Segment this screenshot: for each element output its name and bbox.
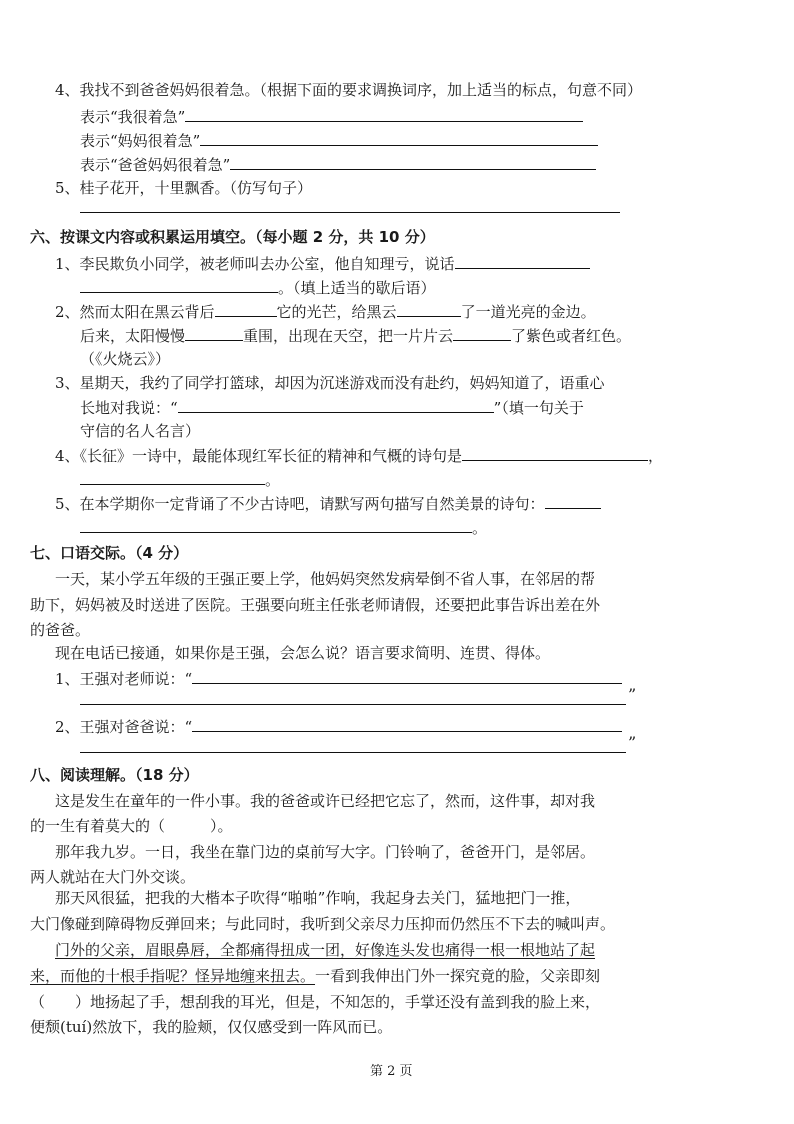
s8-p4-line2-rest: 一看到我伸出门外一探究竟的脸，父亲即刻: [315, 967, 601, 985]
q7-2-line1: [55, 716, 622, 737]
s8-p4-underlined-sentence: 来，而他的十根手指呢？怪异地缠来扭去。: [30, 967, 316, 985]
q5-4-option-b-label: 表示“妈妈很着急”: [80, 132, 201, 150]
q5-4-option-a: [80, 106, 583, 127]
s8-p3-line2: 大门像碰到障碍物反弹回来；与此同时，我听到父亲尽力压抑而仍然压不下去的喊叫声。: [30, 915, 616, 933]
q6-2-l2a: 后来，太阳慢慢: [80, 327, 186, 345]
q5-5-prompt: 5、桂子花开，十里飘香。（仿写句子）: [55, 179, 313, 197]
q6-2-l2c: 了紫色或者红色。: [511, 327, 632, 345]
s7-paragraph-2: 现在电话已接通，如果你是王强，会怎么说？语言要求简明、连贯、得体。: [55, 644, 551, 662]
answer-blank[interactable]: [80, 469, 265, 485]
q5-4-option-c-label: 表示“爸爸妈妈很着急”: [80, 156, 231, 174]
q6-4-line2: [80, 469, 280, 490]
answer-blank[interactable]: [462, 445, 648, 461]
q6-4-end: 。: [265, 471, 281, 489]
answer-blank[interactable]: [80, 517, 472, 533]
q6-1-text: 1、李民欺负小同学，被老师叫去办公室，他自知理亏，说话: [55, 255, 455, 273]
q6-2-l1c: 了一道光亮的金边。: [460, 303, 596, 321]
answer-blank[interactable]: [192, 668, 622, 684]
q6-4-comma: ，: [648, 447, 664, 465]
q7-1-close-quote: ”: [628, 685, 637, 704]
q6-3-line2: [80, 397, 584, 418]
answer-line[interactable]: [80, 704, 626, 705]
q6-4-line1: [55, 445, 663, 466]
q6-3-line1: 3、星期天，我约了同学打篮球，却因为沉迷游戏而没有赴约，妈妈知道了，语重心: [55, 374, 605, 392]
q5-4-option-c: [80, 154, 596, 175]
q6-2-l2b: 重围，出现在天空，把一片片云: [243, 327, 454, 345]
s8-p4-line3: （ ）地扬起了手，想刮我的耳光，但是，不知怎的，手掌还没有盖到我的脸上来，: [30, 993, 601, 1011]
q6-3-l2b: ”（填一句关于: [493, 399, 584, 417]
answer-blank[interactable]: [230, 154, 596, 170]
s7-paragraph-1-line1: 一天，某小学五年级的王强正要上学，他妈妈突然发病晕倒不省人事，在邻居的帮: [55, 570, 596, 588]
q6-1-line2: [80, 277, 436, 298]
q6-4-text: 4、《长征》一诗中，最能体现红军长征的精神和气概的诗句是: [55, 447, 463, 465]
answer-blank[interactable]: [455, 253, 590, 269]
q6-1-line1: [55, 253, 590, 274]
s8-p1-line2: 的一生有着莫大的（ ）。: [30, 817, 233, 835]
s7-paragraph-1-line2: 助下，妈妈被及时送进了医院。王强要向班主任张老师请假，还要把此事告诉出差在外: [30, 596, 601, 614]
answer-blank[interactable]: [397, 301, 461, 317]
answer-blank[interactable]: [80, 277, 278, 293]
s8-p1-line1: 这是发生在童年的一件小事。我的爸爸或许已经把它忘了，然而，这件事，却对我: [55, 792, 596, 810]
q6-2-l1b: 它的光芒，给黑云: [276, 303, 397, 321]
q5-4-prompt: 4、我找不到爸爸妈妈很着急。（根据下面的要求调换词序，加上适当的标点，句意不同）: [55, 81, 643, 99]
q6-5-line1: [55, 493, 601, 514]
q6-2-line2: [80, 325, 631, 346]
answer-blank[interactable]: [178, 397, 494, 413]
s8-p4-line1-underlined: 门外的父亲，眉眼鼻唇，全都痛得扭成一团，好像连头发也痛得一根一根地站了起: [55, 941, 596, 959]
q5-4-option-b: [80, 130, 598, 151]
q6-5-text: 5、在本学期你一定背诵了不少古诗吧，请默写两句描写自然美景的诗句：: [55, 495, 545, 513]
q6-3-line3: 守信的名人名言）: [80, 422, 201, 440]
q7-1-text: 1、王强对老师说：“: [55, 670, 193, 688]
page-number: 第 2 页: [370, 1064, 413, 1079]
answer-blank[interactable]: [200, 130, 598, 146]
q6-3-l2a: 长地对我说：“: [80, 399, 178, 417]
answer-line[interactable]: [80, 752, 626, 753]
section-7-header: 七、口语交际。（4 分）: [30, 544, 189, 562]
q6-5-end: 。: [472, 519, 488, 537]
q7-1-line1: [55, 668, 622, 689]
q6-2-l1a: 2、然而太阳在黑云背后: [55, 303, 215, 321]
answer-blank[interactable]: [545, 493, 601, 509]
q6-1-tail: 。（填上适当的歇后语）: [278, 279, 436, 297]
answer-line[interactable]: [80, 212, 620, 213]
answer-blank[interactable]: [453, 325, 511, 341]
answer-blank[interactable]: [215, 301, 277, 317]
section-6-header: 六、按课文内容或积累运用填空。（每小题 2 分，共 10 分）: [30, 228, 435, 246]
q5-4-option-a-label: 表示“我很着急”: [80, 108, 186, 126]
s8-p2-line2: 两人就站在大门外交谈。: [30, 868, 196, 886]
q7-2-text: 2、王强对爸爸说：“: [55, 718, 193, 736]
q6-2-source: （《火烧云》）: [80, 350, 171, 368]
s8-p4-line2: [30, 966, 600, 986]
q6-5-line2: [80, 517, 487, 538]
s8-p3-line1: 那天风很猛，把我的大楷本子吹得“啪啪”作响，我起身去关门，猛地把门一推，: [55, 889, 581, 907]
s8-p2-line1: 那年我九岁。一日，我坐在靠门边的桌前写大字。门铃响了，爸爸开门，是邻居。: [55, 843, 596, 861]
answer-blank[interactable]: [185, 325, 243, 341]
s7-paragraph-1-line3: 的爸爸。: [30, 621, 91, 639]
answer-blank[interactable]: [192, 716, 622, 732]
q6-2-line1: [55, 301, 596, 322]
q7-2-close-quote: ”: [628, 733, 637, 752]
s8-p4-line4: 便颓(tuí)然放下，我的脸颊，仅仅感受到一阵风而已。: [30, 1018, 393, 1036]
section-8-header: 八、阅读理解。（18 分）: [30, 766, 199, 784]
answer-blank[interactable]: [185, 106, 583, 122]
